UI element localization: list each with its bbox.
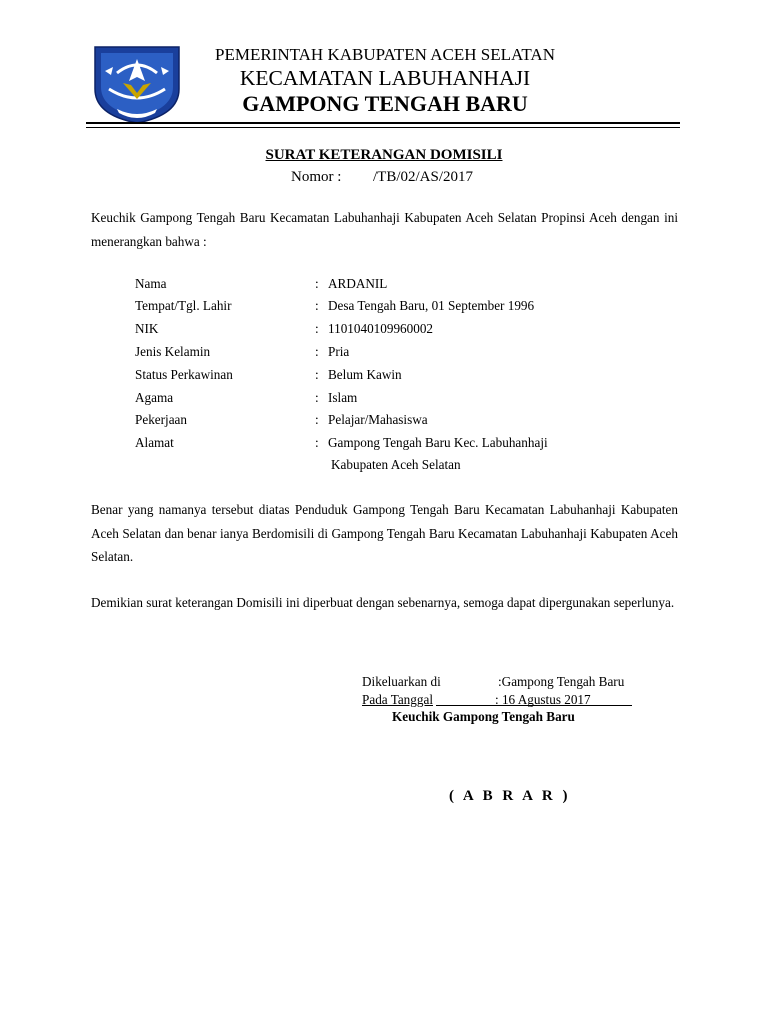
identity-label: Nama (135, 276, 167, 291)
identity-colon: : (315, 412, 319, 427)
document-title: SURAT KETERANGAN DOMISILI (265, 147, 503, 163)
identity-value: Pelajar/Mahasiswa (328, 412, 428, 427)
header-rule-thick (86, 122, 680, 124)
signatory-position: Keuchik Gampong Tengah Baru (392, 709, 575, 724)
header-district: KECAMATAN LABUHANHAJI (239, 66, 531, 90)
identity-colon: : (315, 367, 319, 382)
signatory-name: ( A B R A R ) (449, 788, 571, 804)
identity-colon: : (315, 344, 319, 359)
identity-colon: : (315, 321, 319, 336)
identity-label: Agama (135, 390, 174, 405)
issued-at-value: :Gampong Tengah Baru (498, 674, 625, 689)
identity-value: Gampong Tengah Baru Kec. Labuhanhaji (328, 435, 548, 450)
identity-label: Pekerjaan (135, 412, 187, 427)
identity-label: Status Perkawinan (135, 367, 233, 382)
intro-paragraph: Keuchik Gampong Tengah Baru Kecamatan Labuhanhaji Kabupaten Aceh Selatan Propinsi Aceh dengan ini menerangkan bahwa : (91, 210, 678, 249)
identity-value: 1101040109960002 (328, 321, 434, 336)
nomor-label: Nomor : (291, 169, 342, 185)
identity-label: Tempat/Tgl. Lahir (135, 298, 232, 313)
identity-value: Pria (328, 344, 350, 359)
body-paragraph-2: Demikian surat keterangan Domisili ini diperbuat dengan sebenarnya, semoga dapat dipergunakan seperlunya. (91, 595, 675, 610)
identity-value: Belum Kawin (328, 367, 402, 382)
date-underline (436, 705, 632, 706)
header-village: GAMPONG TENGAH BARU (242, 91, 528, 116)
identity-value: Desa Tengah Baru, 01 September 1996 (328, 298, 535, 313)
issued-at-label: Dikeluarkan di (362, 674, 441, 689)
identity-colon: : (315, 276, 319, 291)
identity-colon: : (315, 298, 319, 313)
date-label: Pada Tanggal (362, 692, 433, 707)
header-rule-thin (86, 127, 680, 128)
date-value: : 16 Agustus 2017 (495, 692, 591, 707)
address-line-2: Kabupaten Aceh Selatan (331, 457, 461, 472)
identity-value: ARDANIL (328, 276, 388, 291)
nomor-value: /TB/02/AS/2017 (373, 169, 474, 185)
identity-label: Alamat (135, 435, 174, 450)
identity-colon: : (315, 390, 319, 405)
identity-value: Islam (328, 390, 358, 405)
header-government: PEMERINTAH KABUPATEN ACEH SELATAN (215, 45, 555, 64)
identity-label: Jenis Kelamin (135, 344, 211, 359)
body-paragraph-1: Benar yang namanya tersebut diatas Penduduk Gampong Tengah Baru Kecamatan Labuhanhaji Kabupaten Aceh Selatan dan benar ianya Berdomisili di Gampong Tengah Baru Kecamatan Labuhanhaji Kabupaten Aceh Selatan. (91, 502, 678, 564)
identity-colon: : (315, 435, 319, 450)
identity-label: NIK (135, 321, 159, 336)
